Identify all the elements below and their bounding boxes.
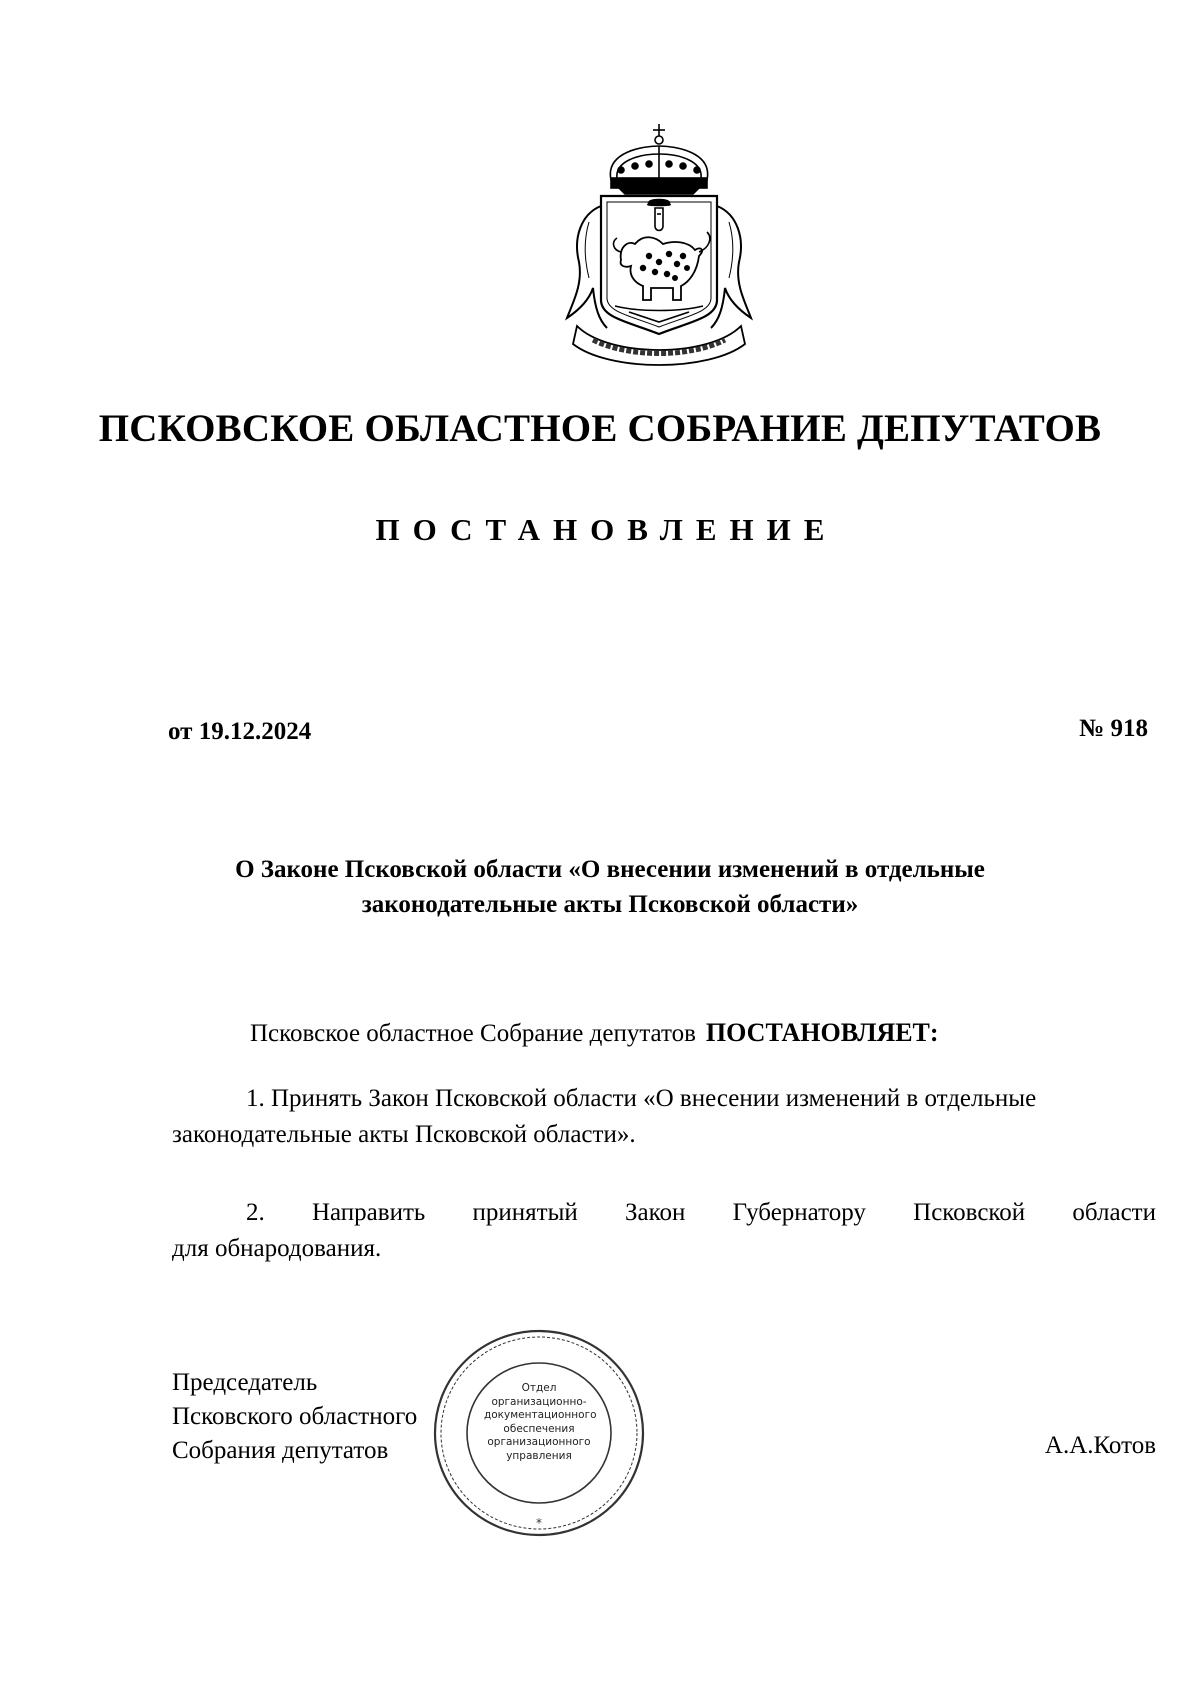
item-word: принятый (472, 1199, 578, 1226)
resolution-preamble (250, 1018, 939, 1048)
subject-line: законодательные акты Псковской области» (361, 891, 859, 918)
signatory-title-line: Собрания депутатов (172, 1437, 389, 1464)
svg-text:*: * (536, 1516, 542, 1530)
item-word: 2. (246, 1199, 265, 1226)
item-text-line: 1. Принять Закон Псковской области «О внесении изменений в отдельные (246, 1085, 1037, 1112)
signatory-title-line: Председатель (172, 1369, 318, 1396)
item-word: Закон (625, 1199, 686, 1226)
stamp-text-line: обеспечения (503, 1422, 575, 1435)
preamble-text: Псковское областное Собрание депутатов (250, 1020, 696, 1047)
item-word: Псковской (913, 1199, 1026, 1226)
item-text-line: законодательные акты Псковской области». (172, 1121, 636, 1148)
coat-of-arms-icon (559, 122, 759, 370)
item-word: Губернатору (732, 1199, 866, 1226)
stamp-text-line: организационно- (491, 1395, 587, 1408)
stamp-text-line: управления (506, 1449, 572, 1462)
item-word: области (1072, 1199, 1156, 1226)
item-word: Направить (311, 1199, 426, 1226)
signatory-title (172, 1366, 417, 1468)
resolves-text: ПОСТАНОВЛЯЕТ: (705, 1018, 939, 1047)
signatory-title-line: Псковского областного (172, 1403, 418, 1430)
item-text-line (172, 1195, 1156, 1231)
document-subject (150, 852, 1070, 922)
document-date: от 19.12.2024 (168, 718, 312, 745)
stamp-text-line: Отдел (521, 1382, 557, 1394)
organization-title: ПСКОВСКОЕ ОБЛАСТНОЕ СОБРАНИЕ ДЕПУТАТОВ (98, 407, 1102, 450)
stamp-text-line: документационного (484, 1409, 597, 1421)
document-number: № 918 (1079, 715, 1148, 742)
subject-line: О Законе Псковской области «О внесении изменений в отдельные (235, 856, 985, 883)
stamp-inner-text (484, 1382, 597, 1463)
signatory-name: А.А.Котов (1044, 1432, 1156, 1459)
resolution-item (172, 1195, 1156, 1267)
stamp-text-line: организационного (487, 1436, 591, 1448)
document-type: ПОСТАНОВЛЕНИЕ (375, 512, 838, 547)
resolution-item (172, 1081, 1156, 1153)
item-text-line: для обнародования. (172, 1235, 382, 1262)
